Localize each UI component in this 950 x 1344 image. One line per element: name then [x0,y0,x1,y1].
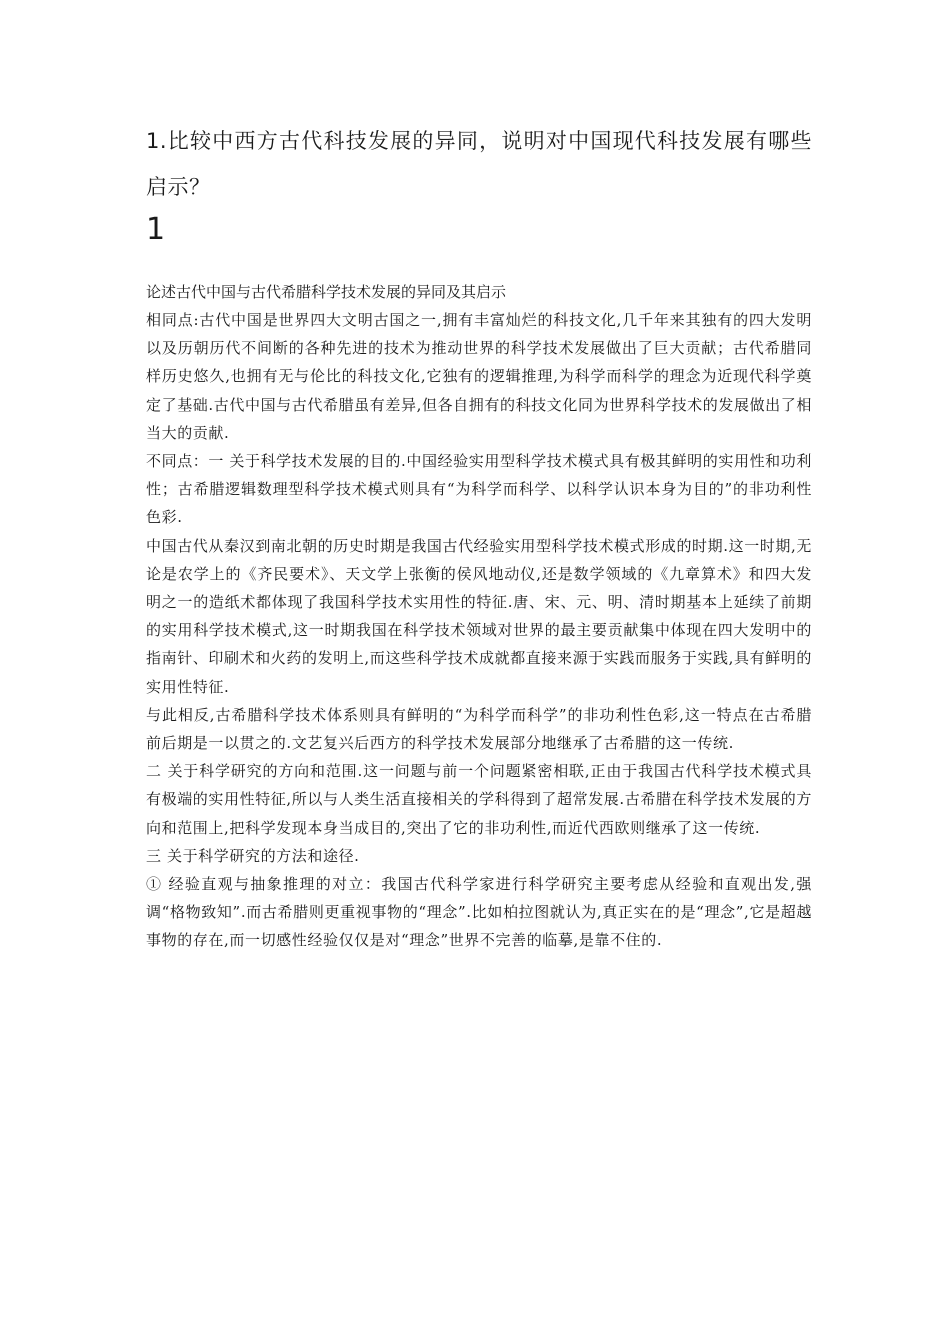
paragraph-experience-vs-reasoning: ① 经验直观与抽象推理的对立：我国古代科学家进行科学研究主要考虑从经验和直观出发,强调“格物致知”.而古希腊则更重视事物的“理念”.比如柏拉图就认为,真正实在的是“理念”,它是超越事物的存在,而一切感性经验仅仅是对“理念”世界不完善的临摹,是靠不住的. [146,875,812,950]
paragraph-research-direction: 二 关于科学研究的方向和范围.这一问题与前一个问题紧密相联,正由于我国古代科学技术模式具有极端的实用性特征,所以与人类生活直接相关的学科得到了超常发展.古希腊在科学技术发展的方向和范围上,把科学发现本身当成目的,突出了它的非功利性,而近代西欧则继承了这一传统. [146,762,812,837]
question-number: 1 [146,212,166,247]
section-title: 论述古代中国与古代希腊科学技术发展的异同及其启示 [146,283,507,301]
paragraph-greece-contrast: 与此相反,古希腊科学技术体系则具有鲜明的“为科学而科学”的非功利性色彩,这一特点在古希腊前后期是一以贯之的.文艺复兴后西方的科学技术发展部分地继承了古希腊的这一传统. [146,705,812,753]
paragraph-differences-purpose: 不同点：一 关于科学技术发展的目的.中国经验实用型科学技术模式具有极其鲜明的实用性和功利性；古希腊逻辑数理型科学技术模式则具有“为科学而科学、以科学认识本身为目的”的非功利性色彩. [146,452,812,527]
page-content [146,118,812,955]
paragraph-similarities: 相同点:古代中国是世界四大文明古国之一,拥有丰富灿烂的科技文化,几千年来其独有的四大发明以及历朝历代不间断的各种先进的技术为推动世界的科学技术发展做出了巨大贡献；古代希腊同样历史悠久,也拥有无与伦比的科技文化,它独有的逻辑推理,为科学而科学的理念为近现代科学奠定了基础.古代中国与古代希腊虽有差异,但各自拥有的科技文化同为世界科学技术的发展做出了相当大的贡献. [146,311,812,442]
question-title: 1.比较中西方古代科技发展的异同，说明对中国现代科技发展有哪些启示？ [146,129,812,199]
paragraph-china-history: 中国古代从秦汉到南北朝的历史时期是我国古代经验实用型科学技术模式形成的时期.这一时期,无论是农学上的《齐民要术》、天文学上张衡的侯风地动仪,还是数学领域的《九章算术》和四大发明之一的造纸术都体现了我国科学技术实用性的特征.唐、宋、元、明、清时期基本上延续了前期的实用科学技术模式,这一时期我国在科学技术领域对世界的最主要贡献集中体现在四大发明中的指南针、印刷术和火药的发明上,而这些科学技术成就都直接来源于实践而服务于实践,具有鲜明的实用性特征. [146,536,812,696]
paragraph-research-method-heading: 三 关于科学研究的方法和途径. [146,846,360,865]
